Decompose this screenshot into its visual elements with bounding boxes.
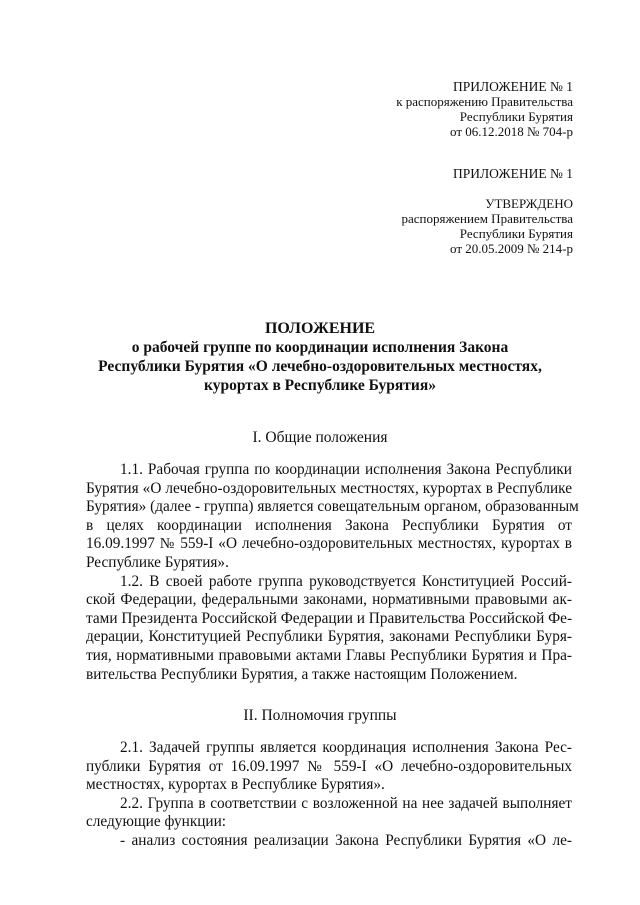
paragraph-line: 2.2. Группа в соответствии с возложенной на нее задачей выполняет [120,794,572,812]
paragraph-line: Республике Бурятия». [86,553,229,571]
section1-heading: I. Общие положения [252,429,388,446]
paragraph-line: 2.1. Задачей группы является координация исполнения Закона Рес- [120,739,572,756]
appendix-original-line2: Республики Бурятия [459,226,573,241]
appendix-original-line3: от 20.05.2009 № 214-р [450,241,573,256]
paragraph-line: 1.1. Рабочая группа по координации исполнения Закона Республики [120,461,572,478]
section2-body [86,739,572,851]
appendix-current-line1: к распоряжению Правительства [396,94,573,109]
paragraph-2-1 [86,739,572,795]
paragraph-line: следующие функции: [86,813,227,831]
document-title-sub1: о рабочей группе по координации исполнения Закона [131,339,509,356]
section1-body [86,461,579,684]
appendix-current-title: ПРИЛОЖЕНИЕ № 1 [452,79,573,94]
paragraph-line: тия, нормативными правовыми актами Главы Республики Бурятия и Пра- [86,646,572,664]
paragraph-line: в целях координации исполнения Закона Республики Бурятия от [86,516,572,534]
paragraph-line: публики Бурятия от 16.09.1997 № 559-I «О лечебно-оздоровительных [86,757,572,775]
approved-label: УТВЕРЖДЕНО [485,196,573,211]
paragraph-1-1 [86,461,579,573]
paragraph-2-2 [86,795,572,832]
paragraph-line: - анализ состояния реализации Закона Республики Бурятия «О ле- [120,831,572,849]
paragraph-line: 16.09.1997 № 559-I «О лечебно-оздоровительных местностях, курортах в [86,535,572,553]
paragraph-line: Бурятия «О лечебно-оздоровительных местностях, курортах в Республике [86,479,572,497]
appendix-original-line1: распоряжением Правительства [401,211,573,226]
section2-heading: II. Полномочия группы [243,707,397,724]
paragraph-line: дерации, Конституцией Республики Бурятия, законами Республики Буря- [86,628,572,646]
document-title-sub3: курортах в Республике Бурятия» [204,377,436,394]
paragraph-line: местностях, курортах в Республике Бурятия». [86,776,385,794]
paragraph-line: 1.2. В своей работе группа руководствуется Конституцией Россий- [120,572,572,590]
document-title-sub2: Республики Бурятия «О лечебно-оздоровительных местностях, [98,358,542,375]
appendix-original-block [300,166,573,256]
appendix-original-title: ПРИЛОЖЕНИЕ № 1 [452,166,573,181]
appendix-current-line3: от 06.12.2018 № 704-р [450,124,573,139]
document-title [60,319,580,395]
appendix-current-block [300,79,573,139]
appendix-current-line2: Республики Бурятия [459,109,573,124]
document-title-main: ПОЛОЖЕНИЕ [264,320,376,337]
paragraph-1-2 [86,573,572,685]
paragraph-line: ской Федерации, федеральными законами, нормативными правовыми ак- [86,591,572,609]
bullet-item-1 [86,832,572,851]
paragraph-line: Бурятия» (далее - группа) является совещательным органом, образованным [86,498,579,516]
paragraph-line: вительства Республики Бурятия, а также настоящим Положением. [86,665,518,683]
paragraph-line: тами Президента Российской Федерации и Правительства Российской Фе- [86,609,573,627]
